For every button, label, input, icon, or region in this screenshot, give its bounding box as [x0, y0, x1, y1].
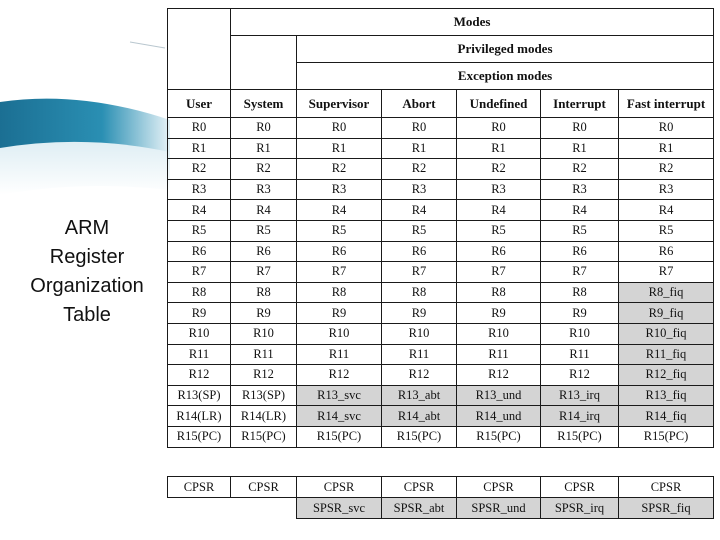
slide-title: [18, 214, 156, 330]
register-cell: R5: [231, 220, 297, 241]
register-cell: R5: [541, 220, 619, 241]
empty-cell: [231, 498, 297, 519]
register-cell: R9: [541, 303, 619, 324]
register-cell: R6: [297, 241, 382, 262]
column-header: User: [168, 90, 231, 118]
register-cell: R2: [297, 159, 382, 180]
banked-register-cell: R12_fiq: [619, 365, 714, 386]
spsr-cell: SPSR_svc: [297, 498, 382, 519]
register-cell: R15(PC): [297, 426, 382, 447]
register-cell: R4: [619, 200, 714, 221]
register-cell: R2: [382, 159, 457, 180]
register-cell: R3: [297, 179, 382, 200]
register-cell: R0: [168, 118, 231, 139]
register-cell: R15(PC): [457, 426, 541, 447]
register-cell: R8: [168, 282, 231, 303]
banked-register-cell: R13_fiq: [619, 385, 714, 406]
register-cell: R10: [457, 323, 541, 344]
register-cell: R15(PC): [541, 426, 619, 447]
banked-register-cell: R13_svc: [297, 385, 382, 406]
register-cell: R3: [168, 179, 231, 200]
register-cell: R2: [457, 159, 541, 180]
register-cell: R10: [168, 323, 231, 344]
register-cell: R2: [231, 159, 297, 180]
register-cell: R13(SP): [231, 385, 297, 406]
register-row: [168, 365, 714, 386]
column-header: Undefined: [457, 90, 541, 118]
banked-register-cell: R9_fiq: [619, 303, 714, 324]
banked-register-cell: R14_irq: [541, 406, 619, 427]
banked-register-cell: R13_abt: [382, 385, 457, 406]
register-cell: R3: [457, 179, 541, 200]
register-cell: R15(PC): [231, 426, 297, 447]
register-cell: R8: [457, 282, 541, 303]
register-cell: R2: [168, 159, 231, 180]
privileged-modes-header: Privileged modes: [297, 36, 714, 63]
register-cell: R1: [541, 138, 619, 159]
register-cell: R6: [457, 241, 541, 262]
register-row: [168, 406, 714, 427]
register-cell: R8: [297, 282, 382, 303]
register-cell: R4: [231, 200, 297, 221]
column-header: Interrupt: [541, 90, 619, 118]
register-cell: R5: [619, 220, 714, 241]
register-cell: R0: [382, 118, 457, 139]
register-cell: R2: [619, 159, 714, 180]
slide-title-line: Table: [63, 304, 111, 326]
register-cell: R9: [382, 303, 457, 324]
register-cell: R1: [457, 138, 541, 159]
register-cell: R7: [457, 262, 541, 283]
register-cell: R10: [382, 323, 457, 344]
banked-register-cell: R14_fiq: [619, 406, 714, 427]
register-cell: R5: [297, 220, 382, 241]
register-cell: R10: [541, 323, 619, 344]
column-header: System: [231, 90, 297, 118]
register-row: [168, 220, 714, 241]
cpsr-row: [168, 477, 714, 498]
register-row: [168, 426, 714, 447]
slide-title-line: ARM: [64, 217, 110, 239]
register-cell: R3: [231, 179, 297, 200]
register-cell: R3: [382, 179, 457, 200]
system-spacer-cell: [231, 36, 297, 90]
register-cell: R14(LR): [168, 406, 231, 427]
register-cell: R8: [382, 282, 457, 303]
register-cell: R1: [382, 138, 457, 159]
spsr-row: [168, 498, 714, 519]
register-cell: R0: [619, 118, 714, 139]
register-cell: R11: [168, 344, 231, 365]
status-register-table: [167, 476, 714, 519]
register-cell: R7: [382, 262, 457, 283]
register-cell: R13(SP): [168, 385, 231, 406]
banked-register-cell: R14_und: [457, 406, 541, 427]
spsr-cell: SPSR_fiq: [619, 498, 714, 519]
register-cell: R2: [541, 159, 619, 180]
status-table-container: [167, 476, 713, 519]
column-header: Fast interrupt: [619, 90, 714, 118]
register-cell: R9: [457, 303, 541, 324]
register-row: [168, 118, 714, 139]
cpsr-cell: CPSR: [168, 477, 231, 498]
register-row: [168, 159, 714, 180]
register-row: [168, 262, 714, 283]
register-cell: R10: [297, 323, 382, 344]
register-cell: R0: [231, 118, 297, 139]
register-cell: R4: [168, 200, 231, 221]
register-cell: R11: [231, 344, 297, 365]
register-cell: R3: [541, 179, 619, 200]
register-cell: R14(LR): [231, 406, 297, 427]
cpsr-cell: CPSR: [231, 477, 297, 498]
register-cell: R5: [168, 220, 231, 241]
spsr-cell: SPSR_abt: [382, 498, 457, 519]
register-cell: R8: [231, 282, 297, 303]
column-header: Abort: [382, 90, 457, 118]
banked-register-cell: R14_svc: [297, 406, 382, 427]
column-header-row: [168, 90, 714, 118]
slide-title-line: Register: [49, 246, 125, 268]
register-cell: R1: [619, 138, 714, 159]
register-cell: R4: [297, 200, 382, 221]
register-cell: R1: [231, 138, 297, 159]
register-table-container: [167, 8, 713, 448]
register-cell: R9: [168, 303, 231, 324]
register-cell: R10: [231, 323, 297, 344]
register-cell: R4: [541, 200, 619, 221]
teal-swoosh-decoration: [0, 30, 170, 200]
register-row: [168, 344, 714, 365]
register-cell: R5: [382, 220, 457, 241]
register-row: [168, 282, 714, 303]
register-cell: R12: [541, 365, 619, 386]
register-cell: R6: [231, 241, 297, 262]
cpsr-cell: CPSR: [457, 477, 541, 498]
register-cell: R7: [619, 262, 714, 283]
register-row: [168, 138, 714, 159]
cpsr-cell: CPSR: [382, 477, 457, 498]
cpsr-cell: CPSR: [619, 477, 714, 498]
register-cell: R15(PC): [619, 426, 714, 447]
register-cell: R7: [541, 262, 619, 283]
register-cell: R4: [382, 200, 457, 221]
register-cell: R0: [297, 118, 382, 139]
register-row: [168, 241, 714, 262]
column-header: Supervisor: [297, 90, 382, 118]
register-cell: R6: [168, 241, 231, 262]
register-cell: R12: [382, 365, 457, 386]
banked-register-cell: R11_fiq: [619, 344, 714, 365]
register-cell: R6: [541, 241, 619, 262]
banked-register-cell: R13_und: [457, 385, 541, 406]
exception-modes-header: Exception modes: [297, 63, 714, 90]
register-cell: R12: [168, 365, 231, 386]
register-row: [168, 323, 714, 344]
register-cell: R11: [382, 344, 457, 365]
empty-cell: [168, 498, 231, 519]
register-cell: R11: [541, 344, 619, 365]
register-cell: R1: [297, 138, 382, 159]
register-rows: [168, 118, 714, 448]
register-cell: R15(PC): [382, 426, 457, 447]
spsr-cell: SPSR_irq: [541, 498, 619, 519]
register-row: [168, 303, 714, 324]
register-cell: R7: [297, 262, 382, 283]
register-cell: R4: [457, 200, 541, 221]
register-cell: R0: [457, 118, 541, 139]
modes-header: Modes: [231, 9, 714, 36]
register-cell: R5: [457, 220, 541, 241]
register-cell: R12: [457, 365, 541, 386]
banked-register-cell: R10_fiq: [619, 323, 714, 344]
register-cell: R7: [231, 262, 297, 283]
banked-register-cell: R13_irq: [541, 385, 619, 406]
register-cell: R11: [297, 344, 382, 365]
register-cell: R9: [297, 303, 382, 324]
register-cell: R9: [231, 303, 297, 324]
corner-cell: [168, 9, 231, 90]
register-cell: R8: [541, 282, 619, 303]
register-cell: R3: [619, 179, 714, 200]
register-cell: R0: [541, 118, 619, 139]
register-cell: R1: [168, 138, 231, 159]
register-cell: R7: [168, 262, 231, 283]
slide-title-line: Organization: [30, 275, 144, 297]
spsr-cell: SPSR_und: [457, 498, 541, 519]
register-cell: R15(PC): [168, 426, 231, 447]
register-cell: R12: [297, 365, 382, 386]
register-table: [167, 8, 714, 448]
register-cell: R6: [382, 241, 457, 262]
register-row: [168, 385, 714, 406]
cpsr-cell: CPSR: [541, 477, 619, 498]
register-cell: R6: [619, 241, 714, 262]
register-row: [168, 200, 714, 221]
register-cell: R12: [231, 365, 297, 386]
register-cell: R11: [457, 344, 541, 365]
cpsr-cell: CPSR: [297, 477, 382, 498]
register-row: [168, 179, 714, 200]
banked-register-cell: R8_fiq: [619, 282, 714, 303]
banked-register-cell: R14_abt: [382, 406, 457, 427]
